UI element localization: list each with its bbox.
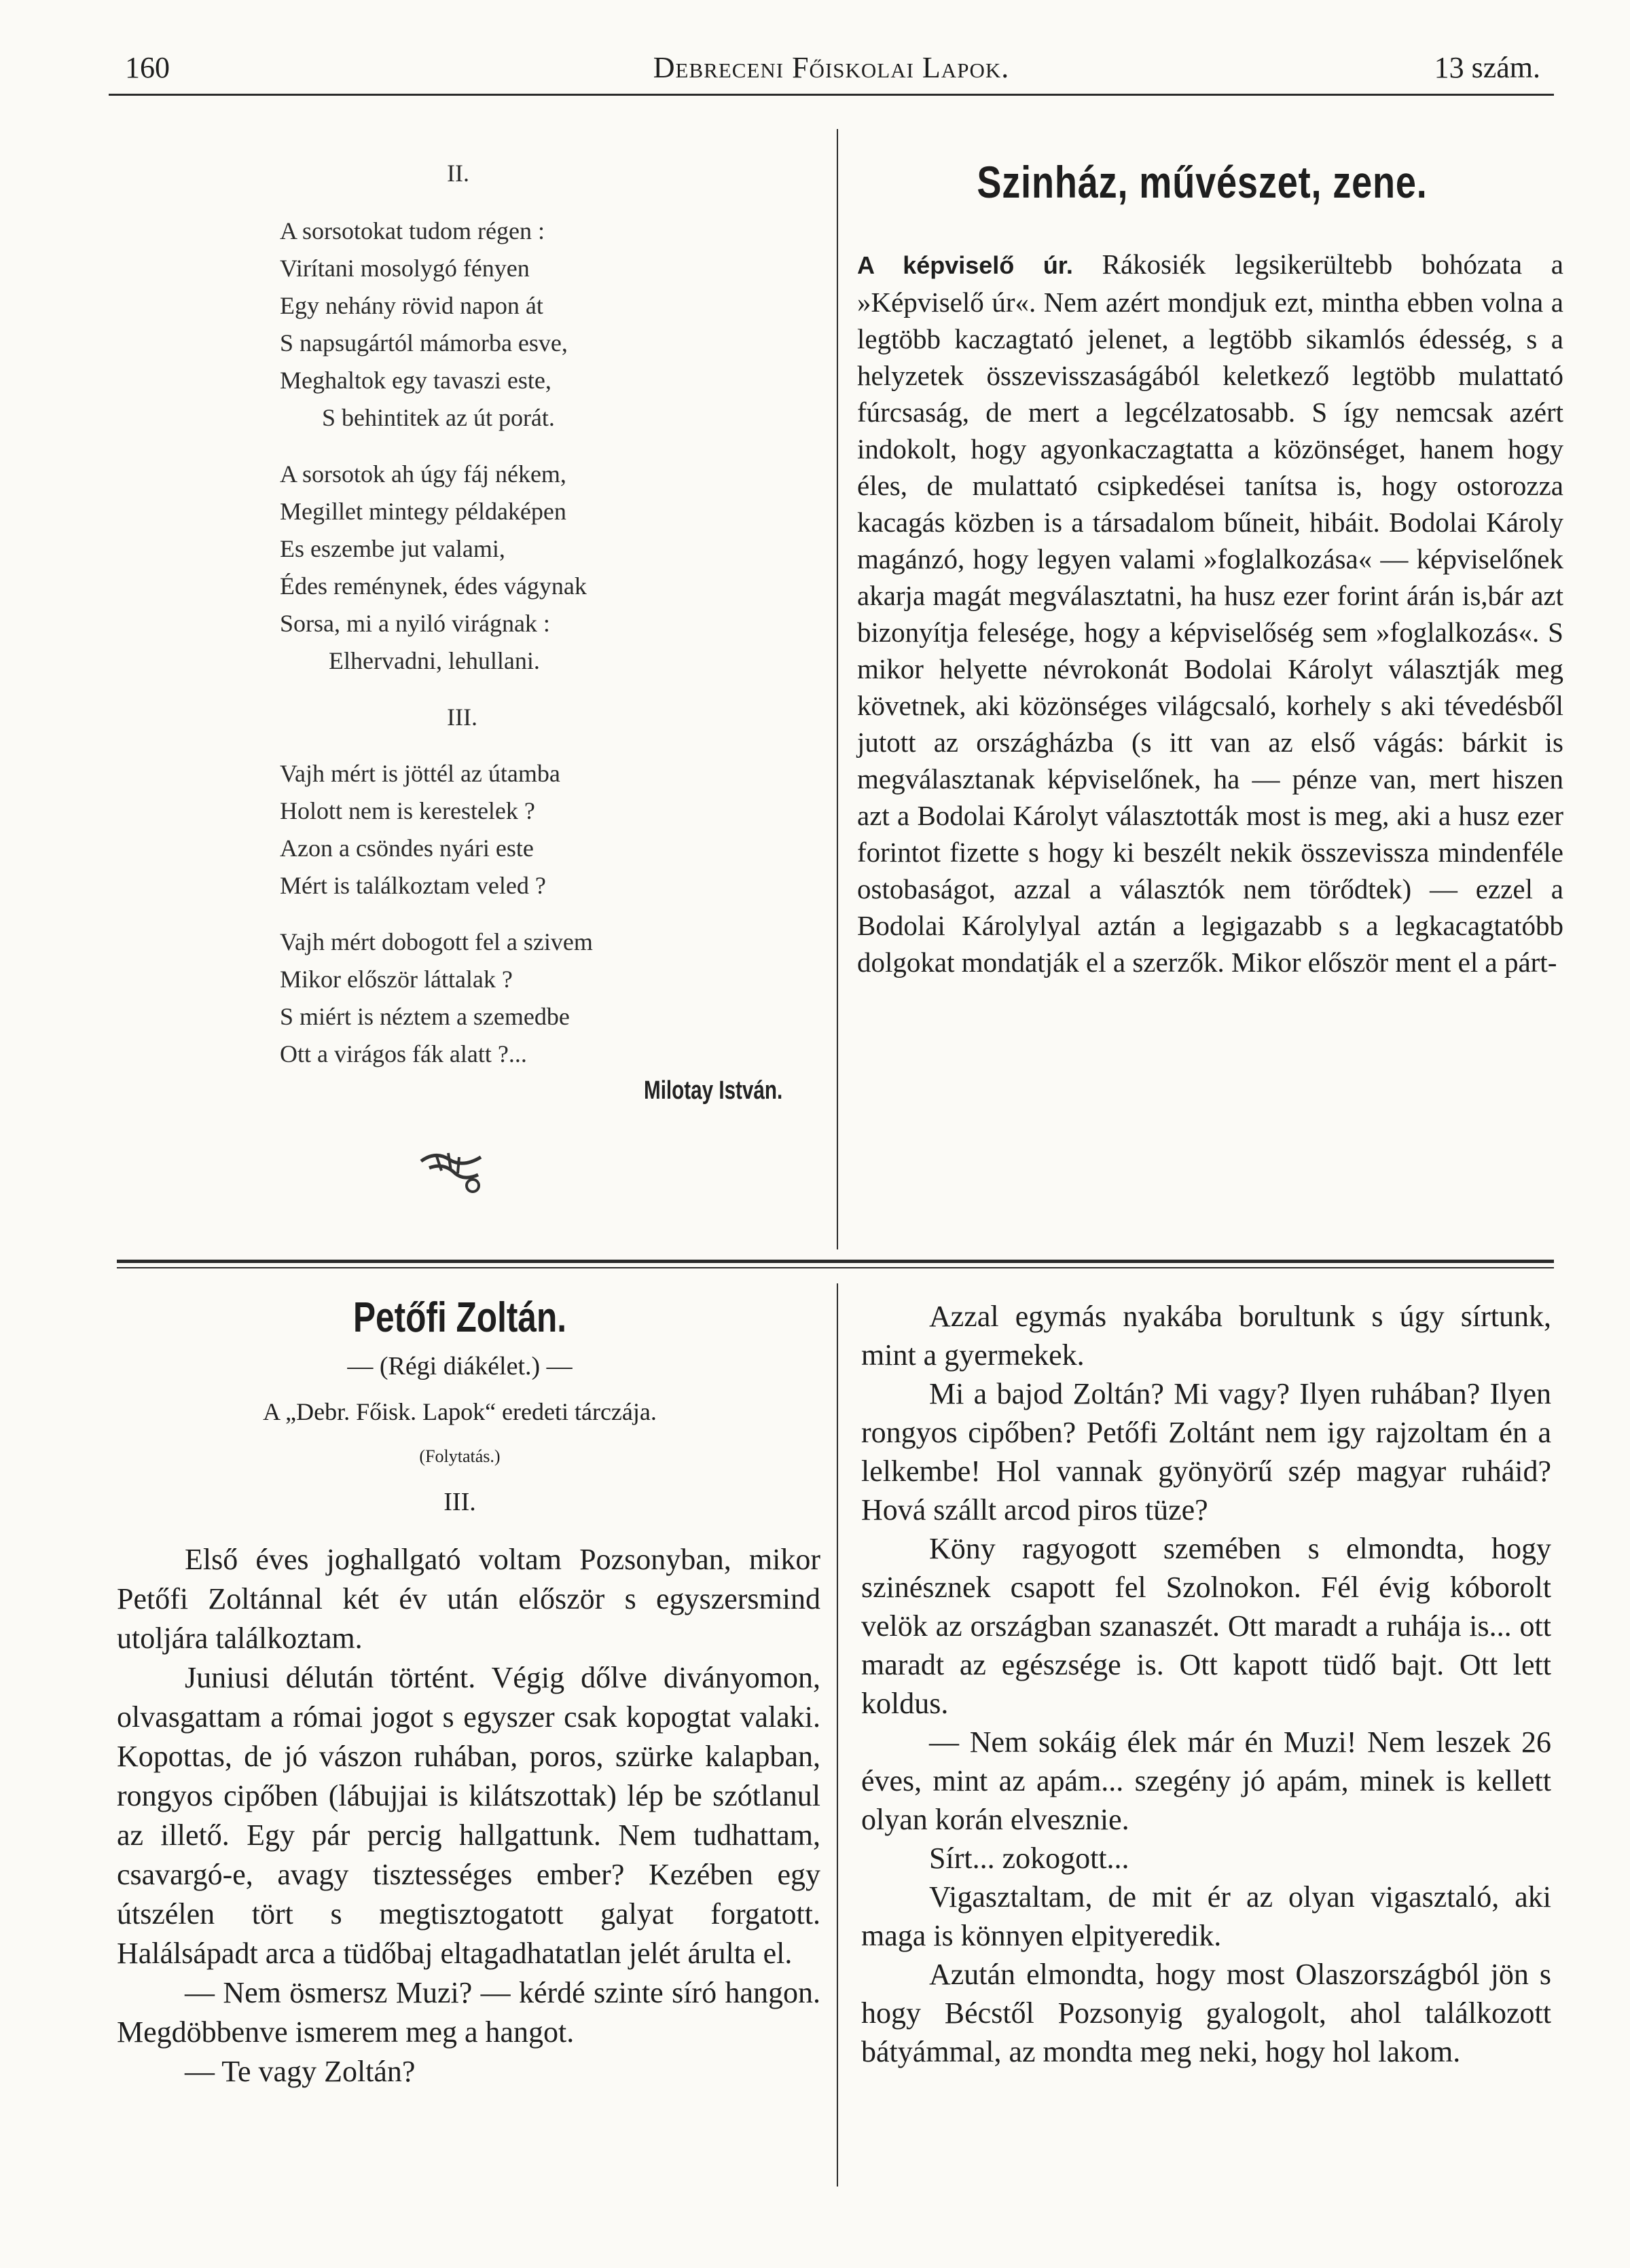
poem-line: Megillet mintegy példaképen [280,498,566,525]
poem-line: Ott a virágos fák alatt ?... [280,1040,527,1067]
poem-line: Édes reménynek, édes vágynak [280,572,587,600]
ornament-icon [416,1148,490,1195]
poem-line: Mikor először láttalak ? [280,966,513,993]
issue-number: 13 szám. [1434,51,1540,84]
column-divider-bottom [837,1283,838,2187]
story-title: Petőfi Zoltán. [352,1294,567,1341]
story-source: A „Debr. Főisk. Lapok“ eredeti tárczája. [263,1398,657,1425]
article-body: Rákosiék legsikerültebb bohózata a »Képviselő úr«. Nem azért mondjuk ezt, mintha ebben volna a legtöbb kaczagtató jelenet, a legtöbb sikamlós édesség, s a helyzetek összevisszaságából keletkező legtöbb mulattató fúrcsaság, de mert a legcélzatosabb. S így nemcsak azért indokolt, hogy agyonkaczagtatta a közönséget, hanem hogy éles, de mulattató csipkedései tanítsa is, hogy ostorozza kacagás közben is a társadalom bűneit, hibáit. Bodolai Károly magánzó, hogy legyen valami »foglalkozása« — képviselőnek akarja magát megválasztatni, ha husz ezer forint árán is,bár azt bizonyítja felesége, hogy a képviselőség sem »foglalkozás«. S mikor helyette névrokonát Bodolai Károlyt választják meg követnek, aki közönséges világcsaló, korhely s aki tévedésből jutott az országházba (s itt van az első vágás: bárkit is megválasztanak képviselőnek, ha — pénze van, mert hiszen azt a Bodolai Károlyt választották most is meg, aki a husz ezer forintot fizette s hogy ki beszélt nekik összevissza mindenféle ostobaságot, azzal a választók nem törődtek) — ezzel a Bodolai Károlylyal aztán a legigazabb s a legkacagtatóbb dolgokat mondatják el a szerzők. Mikor először ment el a párt- [857,249,1563,978]
story-subtitle: — (Régi diákélet.) — [347,1352,573,1380]
poem-line: Vajh mért dobogott fel a szivem [280,928,593,955]
poem-line: Elhervadni, lehullani. [329,647,540,674]
poem-line: Egy nehány rövid napon át [280,292,543,319]
poem-line: A sorsotok ah úgy fáj nékem, [280,460,566,488]
poem-line: Vajh mért is jöttél az útamba [280,760,560,787]
story-right-column [861,1297,1551,2071]
poem-signature: Milotay István. [644,1076,783,1105]
journal-title: Debreceni Főiskolai Lapok. [653,51,1010,84]
section-double-rule-top [117,1260,1554,1263]
poem-part-2-numeral: II. [447,160,469,187]
section-double-rule-bottom [117,1267,1554,1268]
story-paragraph: Köny ragyogott szemében s elmondta, hogy szinésznek csapott fel Szolnokon. Fél évig kóborolt velök az országban szanaszét. Ott maradt a ruhája is... ott maradt az egészsége is. Ott kapott tüdő bajt. Ott lett koldus. [861,1532,1551,1720]
story-paragraph: Mi a bajod Zoltán? Mi vagy? Ilyen ruhában? Ilyen rongyos cipőben? Petőfi Zoltánt nem igy rajzoltam én a lelkembe! Hol vannak gyönyörű szép magyar ruháid? Hová szállt arcod piros tüze? [861,1377,1551,1526]
poem-line: S miért is néztem a szemedbe [280,1003,570,1030]
column-divider-top [837,129,838,1249]
poem-line: A sorsotokat tudom régen : [280,217,545,244]
poem-line: Meghaltok egy tavaszi este, [280,367,551,394]
poem-line: Mért is találkoztam veled ? [280,872,546,899]
story-paragraph: Vigasztaltam, de mit ér az olyan vigasztaló, aki maga is könnyen elpityeredik. [861,1880,1551,1952]
page-number: 160 [125,51,170,84]
story-paragraph: Sírt... zokogott... [929,1842,1129,1875]
poem-line: S napsugártól mámorba esve, [280,329,568,356]
poem-part-3-numeral: III. [447,703,477,731]
story-paragraph: — Te vagy Zoltán? [185,2055,416,2088]
story-paragraph: Juniusi délután történt. Végig dőlve diványomon, olvasgattam a római jogot s egyszer csak kopogtat valaki. Kopottas, de jó vászon ruhában, poros, szürke kalapban, rongyos cipőben (lábujjai is kilátszottak) lép be szótlanul az illető. Egy pár percig hallgattunk. Nem tudhattam, csavargó-e, avagy tisztességes ember? Kezében egy útszélen tört s megtisztogatott galyat forgatott. Halálsápadt arca a tüdőbaj eltagadhatatlan jelét árulta el. [117,1661,820,1970]
poem-line: Azon a csöndes nyári este [280,835,534,862]
poem-line: Sorsa, mi a nyiló virágnak : [280,610,550,637]
poem-line: S behintitek az út porát. [322,404,555,431]
story-left-column [117,1540,820,2091]
story-paragraph: Azután elmondta, hogy most Olaszországból jön s hogy Bécstől Pozsonyig gyalogolt, ahol találkozott bátyámmal, az mondta meg neki, hogy hol lakom. [861,1958,1551,2068]
poem [280,155,708,1073]
section-title: Szinház, művészet, zene. [977,157,1428,207]
article-lead: A képviselő úr. [857,251,1073,279]
story-continued: (Folytatás.) [419,1446,501,1466]
poem-line: Es eszembe jut valami, [280,535,505,562]
theater-article [857,246,1563,981]
story-paragraph: Első éves joghallgató voltam Pozsonyban, mikor Petőfi Zoltánnal két év után először s egyszersmind utoljára találkoztam. [117,1543,820,1655]
story-paragraph: — Nem sokáig élek már én Muzi! Nem leszek 26 éves, mint az apám... szegény jó apám, minek is kellett olyan korán elvesznie. [861,1725,1551,1836]
story-part-numeral: III. [443,1488,476,1516]
header-rule [109,94,1554,96]
story-paragraph: — Nem ösmersz Muzi? — kérdé szinte síró hangon. Megdöbbenve ismerem meg a hangot. [117,1976,820,2049]
page-header [109,43,1554,91]
poem-line: Virítani mosolygó fényen [280,255,530,282]
story-paragraph: Azzal egymás nyakába borultunk s úgy sírtunk, mint a gyermekek. [861,1300,1551,1372]
poem-line: Holott nem is kerestelek ? [280,797,535,824]
